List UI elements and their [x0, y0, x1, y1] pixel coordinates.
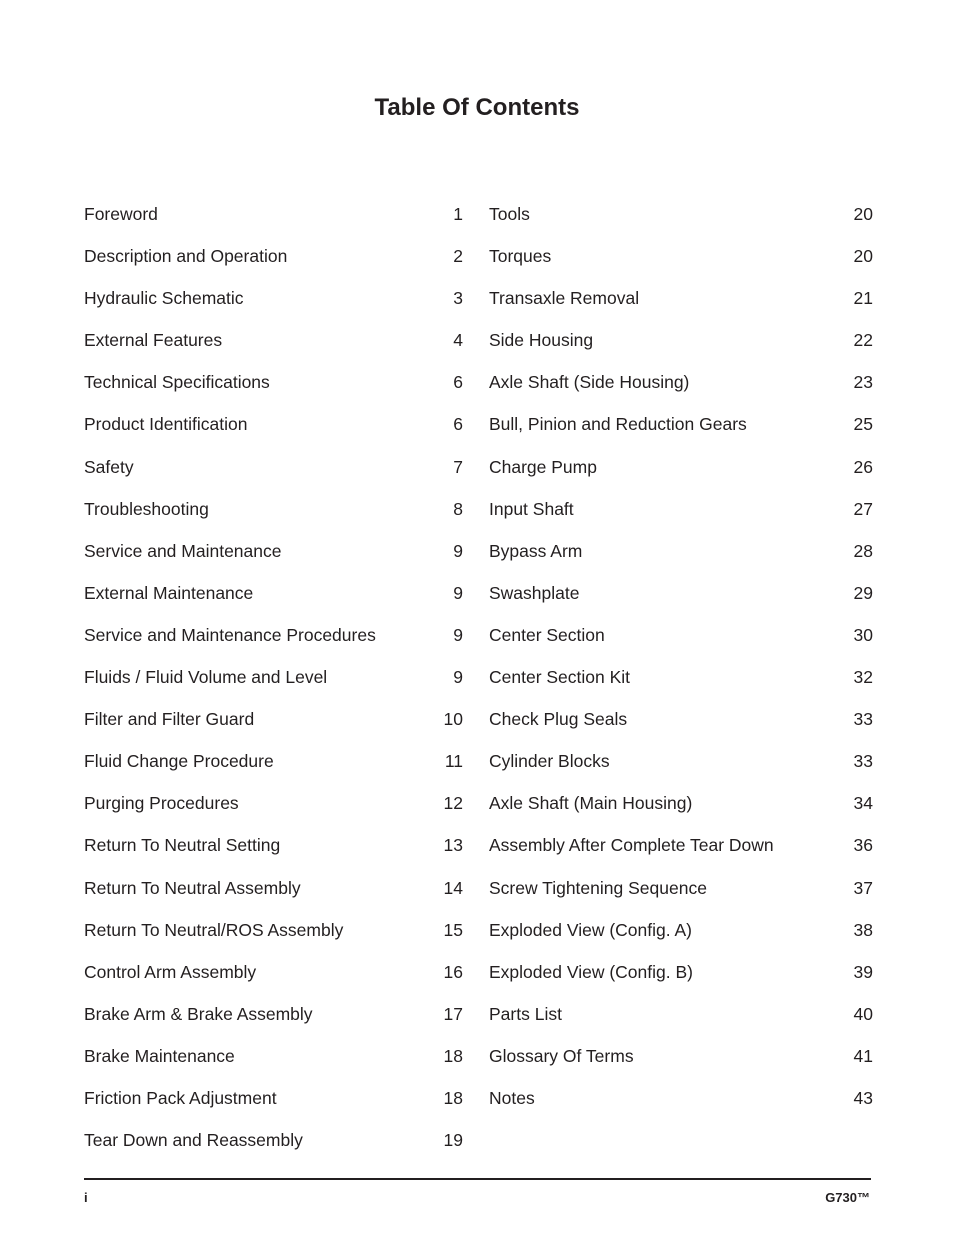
toc-entry-page: 11: [444, 751, 463, 772]
toc-entry-title: Glossary Of Terms: [489, 1045, 634, 1066]
toc-entry-title: Center Section Kit: [489, 667, 631, 688]
toc-entry[interactable]: [84, 1046, 463, 1088]
toc-entry-title: Screw Tightening Sequence: [489, 877, 707, 898]
toc-entry-title: External Features: [84, 330, 223, 351]
toc-entry-page: 26: [853, 456, 873, 477]
toc-entry[interactable]: [489, 835, 873, 877]
page-title: Table Of Contents: [374, 94, 580, 121]
toc-right-column: [489, 204, 873, 1130]
toc-entry-title: Return To Neutral Assembly: [84, 877, 301, 898]
toc-entry-page: 10: [443, 709, 463, 730]
toc-entry[interactable]: [489, 457, 873, 499]
toc-entry-page: 41: [853, 1045, 873, 1066]
toc-entry-title: Tear Down and Reassembly: [84, 1130, 303, 1151]
toc-entry[interactable]: [84, 920, 463, 962]
toc-entry-page: 37: [853, 877, 873, 898]
toc-entry-page: 18: [443, 1045, 463, 1066]
toc-entry-title: Safety: [84, 456, 134, 477]
toc-entry[interactable]: [84, 246, 463, 288]
toc-entry[interactable]: [489, 962, 873, 1004]
toc-entry[interactable]: [84, 499, 463, 541]
toc-entry-title: Check Plug Seals: [489, 709, 628, 730]
toc-entry[interactable]: [489, 878, 873, 920]
toc-entry-page: 17: [443, 1003, 463, 1024]
toc-entry[interactable]: [84, 330, 463, 372]
toc-entry[interactable]: [489, 1004, 873, 1046]
toc-entry[interactable]: [489, 288, 873, 330]
toc-entry[interactable]: [489, 667, 873, 709]
toc-entry-title: Control Arm Assembly: [84, 961, 257, 982]
toc-entry-page: 18: [443, 1087, 463, 1108]
toc-entry-page: 7: [453, 456, 463, 477]
toc-entry-title: Description and Operation: [84, 246, 288, 267]
toc-entry[interactable]: [489, 414, 873, 456]
toc-entry-title: Transaxle Removal: [489, 288, 640, 309]
toc-entry[interactable]: [489, 625, 873, 667]
toc-entry[interactable]: [84, 288, 463, 330]
toc-entry-title: Brake Arm & Brake Assembly: [84, 1003, 313, 1024]
toc-entry-title: Hydraulic Schematic: [84, 288, 244, 309]
toc-entry-title: Notes: [489, 1087, 535, 1108]
toc-entry[interactable]: [84, 751, 463, 793]
toc-entry-page: 20: [853, 246, 873, 267]
toc-entry-title: Filter and Filter Guard: [84, 709, 255, 730]
toc-entry[interactable]: [84, 835, 463, 877]
toc-entry-title: Bypass Arm: [489, 540, 583, 561]
toc-entry-title: Parts List: [489, 1003, 562, 1024]
toc-entry-page: 4: [453, 330, 463, 351]
toc-entry-title: Return To Neutral Setting: [84, 835, 281, 856]
toc-entry-page: 32: [853, 667, 873, 688]
toc-entry-title: Brake Maintenance: [84, 1045, 235, 1066]
toc-entry-title: Bull, Pinion and Reduction Gears: [489, 414, 747, 435]
toc-entry[interactable]: [84, 457, 463, 499]
toc-entry[interactable]: [489, 1088, 873, 1130]
toc-entry[interactable]: [489, 793, 873, 835]
toc-entry[interactable]: [84, 667, 463, 709]
toc-entry-title: Service and Maintenance Procedures: [84, 624, 376, 645]
toc-entry-page: 36: [853, 835, 873, 856]
toc-entry-title: Axle Shaft (Main Housing): [489, 793, 693, 814]
toc-entry-page: 9: [453, 582, 463, 603]
toc-entry-page: 8: [453, 498, 463, 519]
toc-entry-title: Product Identification: [84, 414, 248, 435]
footer-model-name: G730™: [825, 1190, 870, 1205]
toc-entry-page: 40: [853, 1003, 873, 1024]
toc-entry[interactable]: [489, 920, 873, 962]
toc-entry-title: Service and Maintenance: [84, 540, 282, 561]
toc-entry-title: Charge Pump: [489, 456, 597, 477]
toc-entry-page: 29: [853, 582, 873, 603]
toc-entry-page: 15: [443, 919, 463, 940]
toc-entry-page: 33: [853, 709, 873, 730]
toc-entry[interactable]: [84, 414, 463, 456]
toc-entry-title: Center Section: [489, 624, 605, 645]
toc-left-column: [84, 204, 463, 1172]
toc-entry[interactable]: [84, 583, 463, 625]
toc-entry-title: Return To Neutral/ROS Assembly: [84, 919, 344, 940]
toc-entry-title: Torques: [489, 246, 552, 267]
toc-entry[interactable]: [489, 499, 873, 541]
toc-entry-title: External Maintenance: [84, 582, 254, 603]
toc-entry[interactable]: [489, 246, 873, 288]
toc-entry-page: 30: [853, 624, 873, 645]
toc-entry-page: 21: [853, 288, 873, 309]
toc-entry[interactable]: [489, 751, 873, 793]
toc-entry-page: 12: [443, 793, 463, 814]
toc-entry-page: 2: [453, 246, 463, 267]
toc-entry-title: Troubleshooting: [84, 498, 209, 519]
toc-entry[interactable]: [84, 1004, 463, 1046]
toc-entry[interactable]: [84, 625, 463, 667]
toc-entry-page: 6: [453, 414, 463, 435]
toc-entry[interactable]: [84, 541, 463, 583]
toc-entry-title: Exploded View (Config. A): [489, 919, 692, 940]
toc-entry-page: 9: [453, 667, 463, 688]
toc-entry[interactable]: [84, 372, 463, 414]
toc-entry-page: 23: [853, 372, 873, 393]
toc-entry[interactable]: [84, 204, 463, 246]
toc-entry-page: 43: [853, 1087, 873, 1108]
toc-entry-page: 13: [443, 835, 463, 856]
toc-entry[interactable]: [489, 541, 873, 583]
toc-entry[interactable]: [489, 204, 873, 246]
footer-rule: [84, 1178, 871, 1180]
toc-entry-title: Purging Procedures: [84, 793, 239, 814]
toc-entry-title: Input Shaft: [489, 498, 574, 519]
toc-entry-page: 39: [853, 961, 873, 982]
toc-entry[interactable]: [84, 962, 463, 1004]
toc-entry-page: 16: [443, 961, 463, 982]
toc-entry-page: 3: [453, 288, 463, 309]
toc-entry[interactable]: [84, 793, 463, 835]
toc-entry-title: Fluid Change Procedure: [84, 751, 274, 772]
footer-page-number: i: [84, 1190, 88, 1205]
toc-entry-title: Exploded View (Config. B): [489, 961, 693, 982]
toc-entry-page: 1: [453, 204, 463, 224]
toc-entry-title: Fluids / Fluid Volume and Level: [84, 667, 328, 688]
toc-entry-page: 28: [853, 540, 873, 561]
toc-entry[interactable]: [489, 372, 873, 414]
toc-entry[interactable]: [489, 330, 873, 372]
toc-entry-page: 19: [443, 1130, 463, 1151]
toc-entry-page: 20: [853, 204, 873, 224]
toc-entry[interactable]: [489, 1046, 873, 1088]
toc-entry-title: Assembly After Complete Tear Down: [489, 835, 774, 856]
toc-entry[interactable]: [84, 1088, 463, 1130]
toc-entry-title: Tools: [489, 204, 530, 224]
toc-entry-title: Side Housing: [489, 330, 594, 351]
toc-entry-page: 9: [453, 624, 463, 645]
toc-entry[interactable]: [84, 1130, 463, 1172]
toc-entry-page: 38: [853, 919, 873, 940]
toc-entry-title: Friction Pack Adjustment: [84, 1087, 277, 1108]
toc-entry-title: Swashplate: [489, 582, 580, 603]
toc-entry[interactable]: [84, 709, 463, 751]
toc-entry-page: 9: [453, 540, 463, 561]
toc-entry-page: 14: [443, 877, 463, 898]
toc-entry-page: 25: [853, 414, 873, 435]
toc-entry-page: 34: [853, 793, 873, 814]
toc-entry[interactable]: [84, 878, 463, 920]
toc-entry-page: 22: [853, 330, 873, 351]
toc-entry-title: Axle Shaft (Side Housing): [489, 372, 690, 393]
toc-entry-title: Cylinder Blocks: [489, 751, 610, 772]
toc-entry[interactable]: [489, 583, 873, 625]
toc-entry-title: Technical Specifications: [84, 372, 270, 393]
toc-entry-page: 27: [853, 498, 873, 519]
toc-entry[interactable]: [489, 709, 873, 751]
toc-entry-page: 6: [453, 372, 463, 393]
toc-entry-page: 33: [853, 751, 873, 772]
toc-entry-title: Foreword: [84, 204, 158, 224]
